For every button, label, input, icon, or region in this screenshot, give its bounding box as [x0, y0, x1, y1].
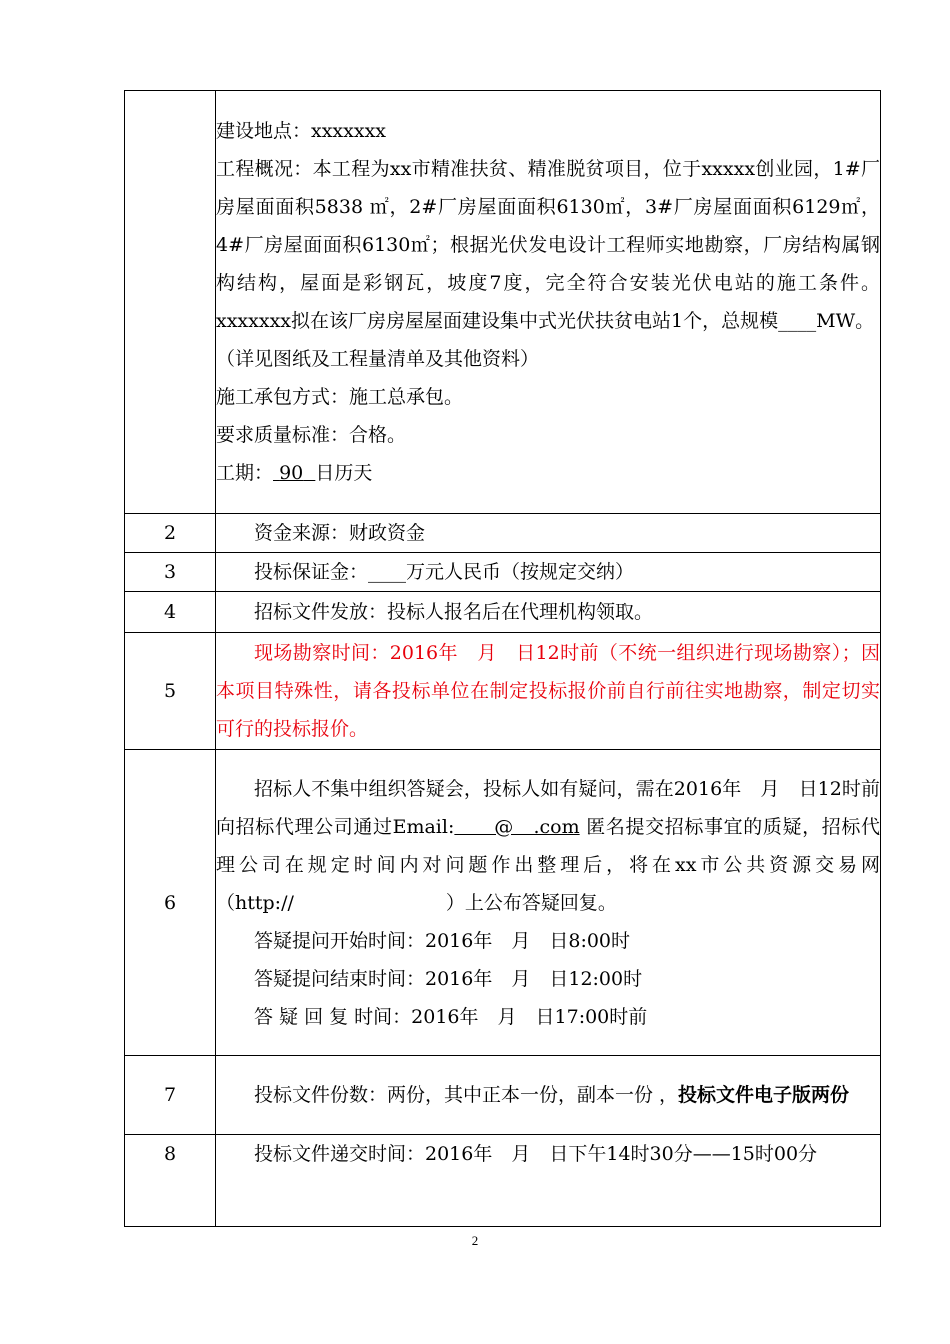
contract-method: 施工承包方式：施工总承包。 — [216, 386, 464, 408]
table-row — [125, 1056, 881, 1135]
table-row — [125, 553, 881, 592]
table-row — [125, 514, 881, 553]
project-overview-cell — [216, 91, 881, 514]
row-number-cell: 6 — [125, 750, 216, 1056]
row-number-cell: 2 — [125, 514, 216, 553]
qa-description: 招标人不集中组织答疑会，投标人如有疑问，需在2016年 月 日12时前向招标代理公司通过Email: @ .com 匿名提交招标事宜的质疑，招标代理公司在规定时间内对问题作出整理后，将在xx市公共资源交易网（http:// ）上公布答疑回复。 — [216, 777, 880, 914]
period-label: 工期： — [216, 462, 274, 484]
total-scale: ____MW。 — [778, 310, 875, 332]
table-row — [125, 750, 881, 1056]
site-survey: 现场勘察时间：2016年 月 日12时前（不统一组织进行现场勘察）；因本项目特殊性，请各投标单位在制定投标报价前自行前往实地勘察，制定切实可行的投标报价。 — [216, 633, 881, 750]
table-row — [125, 1135, 881, 1227]
period-unit: 日历天 — [315, 462, 373, 484]
page-number: 2 — [471, 1233, 479, 1248]
bid-copies: 投标文件份数：两份，其中正本一份，副本一份 ，投标文件电子版两份 — [216, 1056, 881, 1135]
quality-standard: 要求质量标准：合格。 — [216, 424, 407, 446]
project-overview-text: 工程概况：本工程为xx市精准扶贫、精准脱贫项目，位于xxxxx创业园，1#厂房屋面面积5838 ㎡，2#厂房屋面面积6130㎡，3#厂房屋面面积6129㎡，4#厂房屋面面积6130㎡；根据光伏发电设计工程师实地勘察，厂房结构属钢构结构，屋面是彩钢瓦，坡度7度，完全符合安装光伏电站的施工条件。xxxxxxx拟在该厂房房屋屋面建设集中式光伏扶贫电站1个，总规模 — [216, 158, 880, 332]
bid-bond: 投标保证金：____万元人民币（按规定交纳） — [216, 553, 881, 592]
funding-source: 资金来源：财政资金 — [216, 514, 881, 553]
construction-site: 建设地点：xxxxxxx — [216, 120, 387, 142]
qa-reply-time: 答 疑 回 复 时间：2016年 月 日17:00时前 — [254, 1005, 648, 1028]
row-number-cell: 3 — [125, 553, 216, 592]
email-address: @ .com — [454, 815, 580, 838]
table-row — [125, 633, 881, 750]
construction-period — [216, 454, 880, 492]
qa-end-time: 答疑提问结束时间：2016年 月 日12:00时 — [254, 967, 643, 990]
qa-start-time: 答疑提问开始时间：2016年 月 日8:00时 — [254, 929, 631, 952]
row-number-cell: 7 — [125, 1056, 216, 1135]
row-number-cell — [125, 91, 216, 514]
document-distribution: 招标文件发放：投标人报名后在代理机构领取。 — [216, 592, 881, 633]
table-row — [125, 592, 881, 633]
project-overview — [216, 150, 880, 340]
document-table — [124, 90, 881, 1227]
table-row — [125, 91, 881, 514]
row-number-cell: 4 — [125, 592, 216, 633]
row-number-cell: 8 — [125, 1135, 216, 1227]
period-days: 90 — [279, 462, 304, 484]
submission-time: 投标文件递交时间：2016年 月 日下午14时30分——15时00分 — [216, 1135, 881, 1227]
qa-arrangement — [216, 750, 881, 1056]
reference-note: （详见图纸及工程量清单及其他资料） — [216, 348, 540, 370]
row-number-cell: 5 — [125, 633, 216, 750]
electronic-copies: 投标文件电子版两份 — [678, 1084, 850, 1106]
